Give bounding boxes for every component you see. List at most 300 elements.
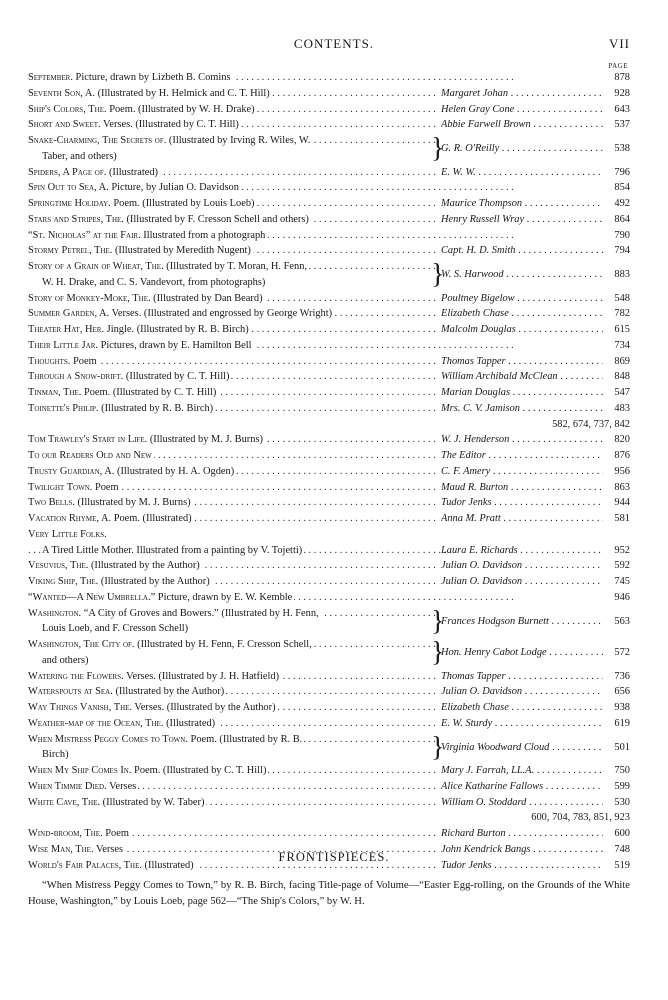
entry-description: (Illustrated by W. Taber) xyxy=(100,796,205,808)
entry-page: 745 xyxy=(614,576,630,587)
entry-title xyxy=(28,228,603,244)
toc-entry xyxy=(28,259,630,291)
entry-author: Julian O. Davidson . . . xyxy=(441,574,603,590)
entry-description: (Illustrated by H. Fenn, F. Cresson Schell, xyxy=(134,639,312,650)
entry-name: When My Ship Comes In. xyxy=(28,765,132,776)
entry-author: Thomas Tapper . . . xyxy=(441,669,603,685)
entry-name: Stars and Stripes, The. xyxy=(28,213,124,225)
extra-pages: 600, 704, 783, 851, 923 xyxy=(531,812,630,824)
entry-page: 883 xyxy=(614,269,630,280)
entry-author: E. W. Sturdy . . . xyxy=(441,716,603,732)
entry-name: Tinman, The. xyxy=(28,387,82,398)
toc-entry xyxy=(28,511,630,527)
entry-name: “St. Nicholas” at the Fair. xyxy=(28,229,141,241)
entry-author: Henry Russell Wray . . . xyxy=(441,212,603,228)
entry-title xyxy=(28,590,603,606)
entry-page: 864 xyxy=(614,213,630,225)
entry-author: E. W. W. . . . xyxy=(441,165,603,181)
entry-page: 863 xyxy=(614,481,630,493)
entry-name: Spiders, A Page of. xyxy=(28,166,107,178)
entry-page: 619 xyxy=(614,717,630,729)
entry-page: 794 xyxy=(614,245,630,257)
toc-entry xyxy=(28,716,630,732)
entry-name: Stormy Petrel, The. xyxy=(28,245,113,257)
entry-title-text xyxy=(28,671,281,682)
entry-page: 592 xyxy=(614,560,630,572)
toc-entry xyxy=(28,369,630,385)
entry-title-text xyxy=(28,214,311,225)
toc-entry xyxy=(28,590,630,606)
entry-name: Summer Garden, A. xyxy=(28,308,110,320)
entry-author: William O. Stoddard . . . xyxy=(441,795,603,811)
entry-name: Seventh Son, A. xyxy=(28,87,95,99)
entry-page: 656 xyxy=(614,686,630,698)
entry-description: (Illustrated by T. Moran, H. Fenn, xyxy=(163,261,307,272)
toc-entry xyxy=(28,637,630,669)
toc-entry xyxy=(28,306,630,322)
toc-entry xyxy=(28,196,630,212)
entry-title xyxy=(28,291,438,307)
entry-title-text xyxy=(28,497,193,508)
entry-title xyxy=(28,165,438,181)
entry-description: (Illustrated by the Author) xyxy=(98,576,210,587)
entry-description: Verses. (Illustrated by C. T. Hill) xyxy=(100,119,239,131)
entry-author: William Archibald McClean . . . xyxy=(441,369,603,385)
entry-title xyxy=(28,70,603,86)
entry-title-text xyxy=(28,560,202,571)
entry-description: (Illustrated by M. J. Burns) xyxy=(147,434,263,446)
toc-entry xyxy=(28,795,630,811)
entry-page: 600 xyxy=(614,828,630,839)
frontispieces-text: “When Mistress Peggy Comes to Town,” by R. B. Birch, facing Title-page of Volume—“Easter Egg-rolling, on the Grounds of the White House, Washington,” by Louis Loeb, page 562—“The Ship's Colors,” by W. H. xyxy=(28,880,630,907)
entry-title-text xyxy=(28,230,267,241)
toc-entry xyxy=(28,291,630,307)
entry-page: 492 xyxy=(614,198,630,209)
entry-author: Thomas Tapper . . . xyxy=(441,354,603,370)
toc-entry xyxy=(28,432,630,448)
entry-author: Mrs. C. V. Jamison . . . xyxy=(441,401,603,417)
entry-title-line2: W. H. Drake, and C. S. Vandevort, from photographs) xyxy=(42,276,266,288)
entry-title-continued xyxy=(42,653,438,669)
entry-author: C. F. Amery . . . xyxy=(441,464,603,480)
brace-symbol: } xyxy=(431,605,445,637)
entry-name: Ship's Colors, The. xyxy=(28,103,107,115)
entry-name: When Timmie Died. xyxy=(28,780,107,792)
entry-title-continued xyxy=(42,275,438,291)
entry-title-text xyxy=(28,182,241,193)
entry-page: 483 xyxy=(614,402,630,414)
toc-entry xyxy=(28,669,630,685)
entry-description: (Illustrated) xyxy=(163,717,216,729)
toc-entry xyxy=(28,228,630,244)
toc-entry xyxy=(28,165,630,181)
brace-symbol: } xyxy=(431,133,445,164)
entry-description: Picture, by Julian O. Davidson xyxy=(108,182,239,194)
entry-description: Illustrated from a photograph xyxy=(140,229,266,241)
toc-entry xyxy=(28,117,630,133)
entry-description: (Illustrated by H. Helmick and C. T. Hill) xyxy=(94,87,270,99)
entry-name: Vesuvius, The. xyxy=(28,560,89,572)
entry-name: Watering the Flowers. xyxy=(28,670,124,682)
entry-author: Virginia Woodward Cloud . . . xyxy=(441,740,603,756)
entry-author: Mary J. Farrah, LL.A. . . . xyxy=(441,763,603,779)
entry-author: W. J. Henderson . . . xyxy=(441,432,603,448)
entry-name: Washington, The City of. xyxy=(28,639,135,650)
entry-description: Verses. (Illustrated by J. H. Hatfield) xyxy=(123,670,280,682)
toc-entry xyxy=(28,480,630,496)
running-title: CONTENTS. xyxy=(293,36,375,51)
entry-title-text xyxy=(42,545,304,556)
entry-title-text xyxy=(28,718,217,729)
table-of-contents xyxy=(28,70,630,873)
entry-author: Maurice Thompson . . . xyxy=(441,196,603,212)
entry-title-text xyxy=(28,261,309,272)
entry-title-continued xyxy=(42,149,438,165)
entry-name: “Wanted—A New Umbrella.” xyxy=(28,591,156,603)
entry-page: 643 xyxy=(614,103,630,115)
entry-page: 538 xyxy=(614,143,630,154)
toc-entry xyxy=(28,527,630,543)
entry-author: Marian Douglas . . . xyxy=(441,385,603,401)
entry-name: Spin Out to Sea, A. xyxy=(28,182,109,194)
entry-title xyxy=(28,464,438,480)
entry-page: 952 xyxy=(614,544,630,556)
entry-author: Alice Katharine Fallows . . . xyxy=(441,779,603,795)
entry-title xyxy=(28,574,438,590)
toc-entry xyxy=(28,810,630,826)
entry-page: 563 xyxy=(614,615,630,627)
entry-name: Wise Man, The. xyxy=(28,843,94,855)
entry-name: Short and Sweet. xyxy=(28,119,101,131)
toc-entry xyxy=(28,732,630,764)
page-header xyxy=(0,36,668,56)
toc-entry xyxy=(28,763,630,779)
entry-title xyxy=(28,369,438,385)
page-number: VII xyxy=(608,36,630,51)
entry-title-text xyxy=(28,245,253,256)
entry-author: The Editor . . . xyxy=(441,448,603,464)
entry-page: 820 xyxy=(614,434,630,446)
entry-description: Pictures, drawn by E. Hamilton Bell xyxy=(98,339,252,351)
toc-entry xyxy=(28,70,630,86)
entry-description: Verses. (Illustrated by the Author) xyxy=(132,702,276,713)
section-heading xyxy=(28,527,603,543)
toc-entry xyxy=(28,543,630,559)
entry-title xyxy=(28,716,438,732)
entry-description: (Illustrated by Irving R. Wiles, W. xyxy=(166,135,311,146)
entry-title xyxy=(28,212,438,228)
entry-author: Maud R. Burton . . . xyxy=(441,480,603,496)
entry-name: Story of Monkey-Moke, The. xyxy=(28,292,151,304)
entry-title-text xyxy=(28,434,265,445)
entry-author: G. R. O'Reilly . . . xyxy=(441,141,603,157)
toc-entry xyxy=(28,700,630,716)
entry-title-text xyxy=(28,828,131,839)
entry-title xyxy=(28,259,438,275)
entry-title xyxy=(28,354,438,370)
entry-title xyxy=(28,669,438,685)
entry-name: When Mistress Peggy Comes to Town. xyxy=(28,733,188,745)
entry-page: 956 xyxy=(614,465,630,477)
entry-page: 944 xyxy=(614,497,630,509)
entry-description: Verses xyxy=(93,843,124,855)
entry-title-text xyxy=(28,797,206,808)
entry-author: Tudor Jenks . . . xyxy=(441,858,603,874)
entry-title-text xyxy=(28,686,226,697)
entry-title xyxy=(28,401,438,417)
entry-name: Washington. xyxy=(28,607,82,619)
entry-title xyxy=(28,448,438,464)
entry-title xyxy=(28,117,438,133)
entry-description: (Illustrated) xyxy=(106,166,159,178)
entry-title-line2: Taber, and others) xyxy=(42,150,117,162)
toc-entry xyxy=(28,180,630,196)
entry-title-text xyxy=(28,135,312,146)
entry-page: 599 xyxy=(614,780,630,792)
entry-page: 615 xyxy=(614,324,630,335)
entry-page: 548 xyxy=(614,292,630,304)
entry-page: 790 xyxy=(614,229,630,241)
toc-entry xyxy=(28,243,630,259)
entry-author: Margaret Johan . . . xyxy=(441,86,603,102)
entry-page: 581 xyxy=(614,513,630,524)
entry-page: 519 xyxy=(614,859,630,871)
entry-description: Picture, drawn by Lizbeth B. Comins xyxy=(72,72,231,83)
entry-page: 530 xyxy=(614,796,630,808)
entry-title-text xyxy=(28,88,272,99)
entry-name: Story of a Grain of Wheat, The. xyxy=(28,261,164,272)
entry-page: 876 xyxy=(614,450,630,461)
entry-title xyxy=(28,338,603,354)
page-column-label: PAGE xyxy=(608,62,628,70)
toc-entry xyxy=(28,133,630,165)
entry-title-text xyxy=(28,734,304,745)
toc-entry xyxy=(28,212,630,228)
entry-page: 537 xyxy=(614,119,630,131)
entry-description: Poem. (Illustrated by Louis Loeb) xyxy=(110,198,255,209)
entry-description: (Illustrated by the Author) xyxy=(112,686,225,698)
entry-title xyxy=(28,795,438,811)
entry-name: Twilight Town. xyxy=(28,481,93,493)
entry-title-text xyxy=(28,608,321,619)
extra-pages: 582, 674, 737, 842 xyxy=(552,418,630,430)
entry-title-text xyxy=(28,702,278,713)
entry-title-text xyxy=(28,639,314,650)
entry-description: (Illustrated by H. A. Ogden) xyxy=(114,465,235,477)
entry-name: September. xyxy=(28,72,73,83)
entry-title-text xyxy=(28,324,251,335)
entry-title xyxy=(28,606,438,622)
entry-title-text xyxy=(28,119,241,130)
entry-author: Helen Gray Cone . . . xyxy=(441,102,603,118)
entry-page: 572 xyxy=(614,647,630,658)
entry-title xyxy=(28,684,438,700)
entry-title xyxy=(28,432,438,448)
frontispieces-heading: FRONTISPIECES. xyxy=(278,850,390,864)
entry-description: Poem xyxy=(102,828,129,839)
entry-title xyxy=(28,480,438,496)
entry-title xyxy=(28,243,438,259)
entry-title-text xyxy=(28,387,218,398)
entry-name: Way Things Vanish, The. xyxy=(28,702,133,713)
entry-page: 547 xyxy=(614,387,630,398)
entry-title xyxy=(28,133,438,149)
toc-entry xyxy=(28,354,630,370)
entry-title-text xyxy=(28,340,254,351)
entry-title-line2: and others) xyxy=(42,654,89,666)
entry-page: 748 xyxy=(614,843,630,855)
entry-description: A Tired Little Mother. Illustrated from a painting by V. Tojetti) xyxy=(42,544,303,556)
entry-description: (Illustrated by M. J. Burns) xyxy=(74,497,191,509)
entry-description: Picture, drawn by E. W. Kemble xyxy=(155,591,293,603)
entry-title xyxy=(28,180,603,196)
entry-description: Jingle. (Illustrated by R. B. Birch) xyxy=(104,324,249,335)
entry-title xyxy=(28,700,438,716)
entry-page: 946 xyxy=(614,591,630,603)
entry-author: Richard Burton . . . xyxy=(441,826,603,842)
entry-title-text xyxy=(28,513,194,524)
entry-title-text xyxy=(28,167,160,178)
toc-entry xyxy=(28,606,630,638)
entry-title-text xyxy=(28,356,99,367)
entry-name: Their Little Jar. xyxy=(28,339,99,351)
entry-author: Elizabeth Chase . . . xyxy=(441,306,603,322)
toc-entry xyxy=(28,322,630,338)
entry-name: Snake-Charming, The Secrets of. xyxy=(28,135,167,146)
entry-name: Wind-broom, The. xyxy=(28,828,103,839)
entry-description: (Illustrated by Meredith Nugent) xyxy=(112,245,251,257)
entry-page: 750 xyxy=(614,765,630,776)
entry-description: Verses xyxy=(106,780,137,792)
entry-title xyxy=(28,196,438,212)
entry-name: Waterspouts at Sea. xyxy=(28,686,113,698)
section-heading-text: Very Little Folks. xyxy=(28,528,107,540)
brace-symbol: } xyxy=(431,731,445,763)
entry-author: Julian O. Davidson . . . xyxy=(441,558,603,574)
entry-description: Poem xyxy=(70,355,97,367)
entry-title xyxy=(28,763,438,779)
entry-title-text xyxy=(28,371,231,382)
entry-author: Capt. H. D. Smith . . . xyxy=(441,243,603,259)
entry-description: (Illustrated by F. Cresson Schell and others) xyxy=(123,213,309,225)
entry-title xyxy=(28,322,438,338)
toc-entry xyxy=(28,102,630,118)
entry-description: Poem xyxy=(92,481,119,493)
toc-entry xyxy=(28,385,630,401)
toc-entry xyxy=(28,417,630,433)
entry-title xyxy=(28,543,452,559)
entry-page: 734 xyxy=(614,339,630,351)
entry-title xyxy=(28,732,438,748)
entry-name: Tom Trawley's Start in Life. xyxy=(28,434,148,446)
entry-title xyxy=(28,306,438,322)
entry-title-text xyxy=(28,293,265,304)
entry-author: Tudor Jenks . . . xyxy=(441,495,603,511)
entry-title xyxy=(28,495,438,511)
entry-description: (Illustrated by R. B. Birch) xyxy=(98,402,214,414)
entry-title-line2: Birch) xyxy=(42,749,69,761)
entry-title-text xyxy=(28,576,212,587)
entry-title xyxy=(28,102,438,118)
entry-page: 501 xyxy=(614,741,630,753)
entry-description: Poem. (Illustrated by C. T. Hill) xyxy=(131,765,267,776)
entry-title-text xyxy=(28,592,294,603)
entry-title-text xyxy=(28,308,334,319)
toc-entry xyxy=(28,448,630,464)
entry-name: Vacation Rhyme, A. xyxy=(28,513,112,524)
toc-entry xyxy=(28,574,630,590)
entry-title-line2: Louis Loeb, and F. Cresson Schell) xyxy=(42,623,189,635)
entry-description: (Illustrated by C. T. Hill) xyxy=(123,371,230,383)
entry-page: 736 xyxy=(614,670,630,682)
toc-entry xyxy=(28,779,630,795)
brace-symbol: } xyxy=(431,259,445,290)
entry-author: Laura E. Richards . . . xyxy=(441,543,603,559)
entry-title-text xyxy=(28,765,268,776)
toc-entry xyxy=(28,338,630,354)
entry-author: Elizabeth Chase . . . xyxy=(441,700,603,716)
entry-title-continued xyxy=(42,621,438,637)
toc-entry xyxy=(28,558,630,574)
entry-title-text xyxy=(28,450,154,461)
entry-description: Poem. (Illustrated by R. B. xyxy=(187,733,303,745)
entry-name: Theater Hat, Her. xyxy=(28,324,105,335)
entry-name: Trusty Guardian, A. xyxy=(28,465,115,477)
entry-name: World's Fair Palaces, The. xyxy=(28,859,142,871)
entry-title-text xyxy=(28,403,215,414)
entry-title-text xyxy=(28,781,138,792)
entry-author: Hon. Henry Cabot Lodge . . . xyxy=(441,645,603,661)
entry-author: W. S. Harwood . . . xyxy=(441,267,603,283)
entry-title-text xyxy=(28,104,257,115)
brace-symbol: } xyxy=(431,637,445,668)
entry-name: To our Readers Old and New xyxy=(28,450,152,461)
entry-title-text xyxy=(28,482,121,493)
entry-page: 854 xyxy=(614,182,630,194)
toc-entry xyxy=(28,464,630,480)
entry-page: 869 xyxy=(614,355,630,367)
toc-entry xyxy=(28,401,630,417)
entry-description: Poem. (Illustrated) xyxy=(111,513,192,524)
entry-author: Malcolm Douglas . . . xyxy=(441,322,603,338)
toc-entry xyxy=(28,495,630,511)
entry-name: Two Bells. xyxy=(28,497,75,509)
entry-page: 848 xyxy=(614,371,630,383)
toc-entry xyxy=(28,684,630,700)
entry-description: Poem. (Illustrated by C. T. Hill) xyxy=(81,387,217,398)
entry-author: Abbie Farwell Brown . . . xyxy=(441,117,603,133)
entry-title-text xyxy=(28,466,236,477)
entry-page: 782 xyxy=(614,308,630,320)
entry-author: Frances Hodgson Burnett . . . xyxy=(441,614,603,630)
entry-name: Springtime Holiday. xyxy=(28,198,111,209)
toc-entry xyxy=(28,86,630,102)
entry-author: Poultney Bigelow . . . xyxy=(441,291,603,307)
entry-author: Anna M. Pratt . . . xyxy=(441,511,603,527)
entry-title-continued xyxy=(42,747,438,763)
entry-title xyxy=(28,511,438,527)
entry-page: 878 xyxy=(614,72,630,83)
entry-author: John Kendrick Bangs . . . xyxy=(441,842,603,858)
entry-title xyxy=(28,86,438,102)
entry-description: (Illustrated) xyxy=(141,859,194,871)
entry-title xyxy=(28,385,438,401)
entry-description: (Illustrated by the Author) xyxy=(88,560,200,572)
entry-author: Julian O. Davidson . . . xyxy=(441,684,603,700)
entry-name: White Cave, The. xyxy=(28,796,101,808)
entry-title xyxy=(28,826,438,842)
entry-name: Weather-map of the Ocean, The. xyxy=(28,717,164,729)
